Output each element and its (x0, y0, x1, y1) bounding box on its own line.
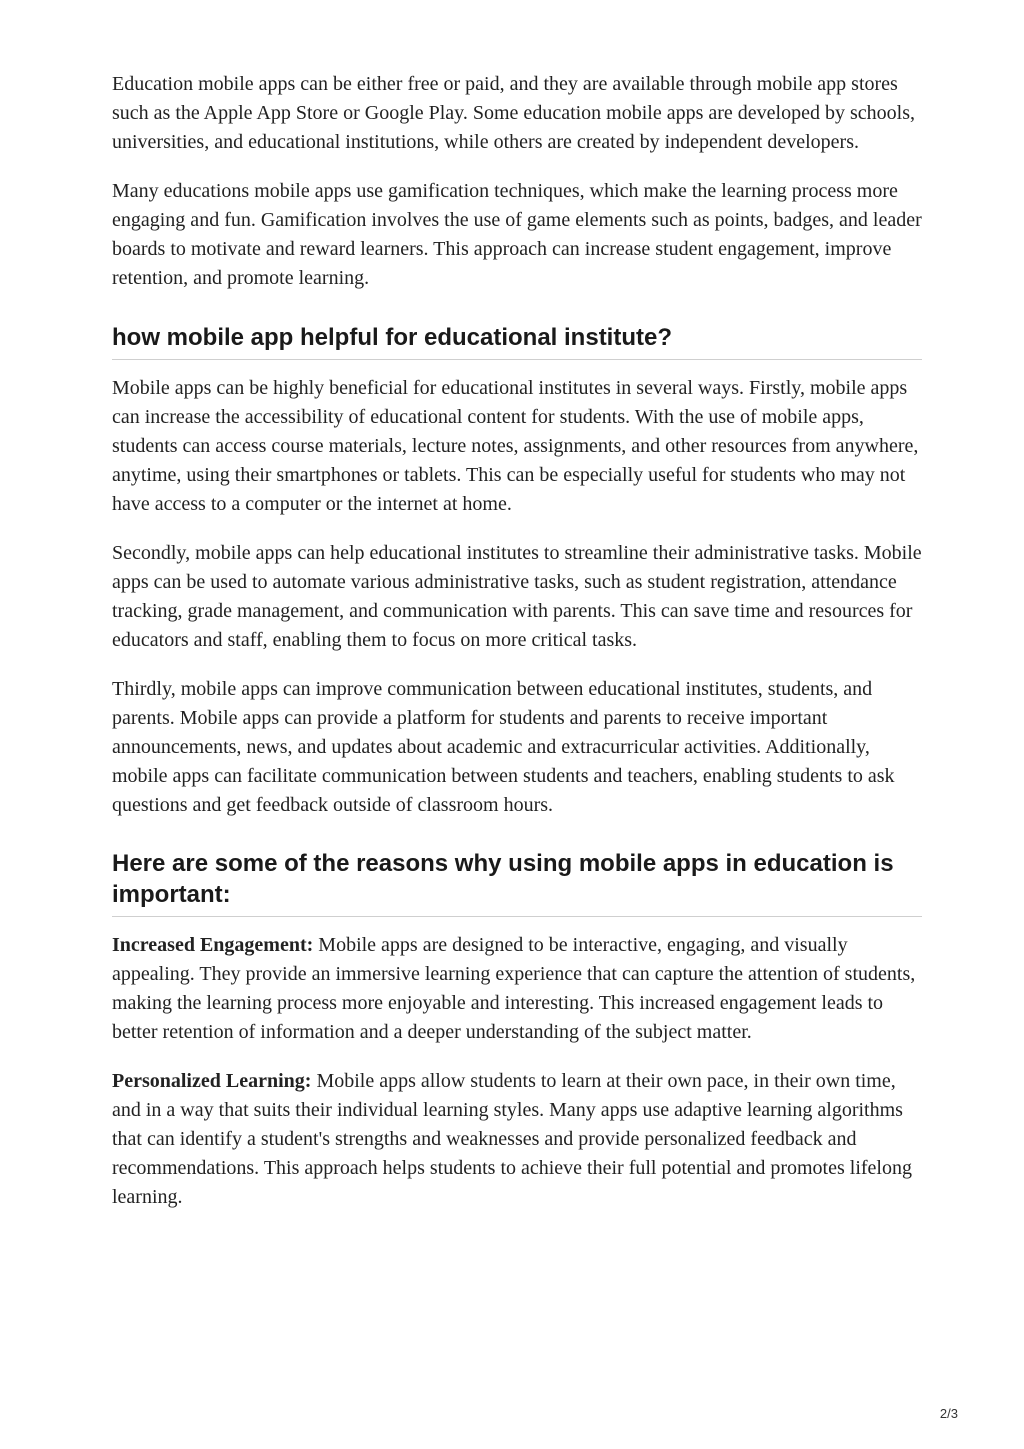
helpful-paragraph-2: Secondly, mobile apps can help educational institutes to streamline their administrative tasks. Mobile apps can be used to automate various administrative tasks, such as student registration, attendance tracking, grade management, and communication with parents. This can save time and resources for educators and staff, enabling them to focus on more critical tasks. (112, 542, 922, 651)
helpful-paragraph-3: Thirdly, mobile apps can improve communication between educational institutes, students, and parents. Mobile apps can provide a platform for students and parents to receive important announcements, news, and updates about academic and extracurricular activities. Additionally, mobile apps can facilitate communication between students and teachers, enabling students to ask questions and get feedback outside of classroom hours. (112, 678, 895, 816)
intro-paragraph-1: Education mobile apps can be either free or paid, and they are available through mobile app stores such as the Apple App Store or Google Play. Some education mobile apps are developed by schools, universities, and educational institutions, while others are created by independent developers. (112, 73, 915, 153)
section-heading-reasons: Here are some of the reasons why using mobile apps in education is important: (112, 848, 922, 917)
reason-text-engagement: Mobile apps are designed to be interactive, engaging, and visually appealing. They provide an immersive learning experience that can capture the attention of students, making the learning process more enjoyable and interesting. This increased engagement leads to better retention of information and a deeper understanding of the subject matter. (112, 934, 916, 1043)
reason-item-personalized (112, 1067, 922, 1212)
helpful-paragraph-1: Mobile apps can be highly beneficial for educational institutes in several ways. Firstly, mobile apps can increase the accessibility of educational content for students. With the use of mobile apps, students can access course materials, lecture notes, assignments, and other resources from anywhere, anytime, using their smartphones or tablets. This can be especially useful for students who may not have access to a computer or the internet at home. (112, 377, 919, 515)
document-page (112, 70, 922, 1232)
reason-text-personalized: Mobile apps allow students to learn at their own pace, in their own time, and in a way that suits their individual learning styles. Many apps use adaptive learning algorithms that can identify a student's strengths and weaknesses and provide personalized feedback and recommendations. This approach helps students to achieve their full potential and promotes lifelong learning. (112, 1070, 912, 1208)
intro-paragraph-2: Many educations mobile apps use gamification techniques, which make the learning process more engaging and fun. Gamification involves the use of game elements such as points, badges, and leader boards to motivate and reward learners. This approach can increase student engagement, improve retention, and promote learning. (112, 180, 922, 289)
reason-label-personalized: Personalized Learning: (112, 1070, 312, 1092)
reason-label-engagement: Increased Engagement: (112, 934, 314, 956)
section-heading-helpful: how mobile app helpful for educational institute? (112, 322, 922, 360)
page-number: 2/3 (939, 1406, 958, 1421)
reason-item-engagement (112, 931, 922, 1047)
